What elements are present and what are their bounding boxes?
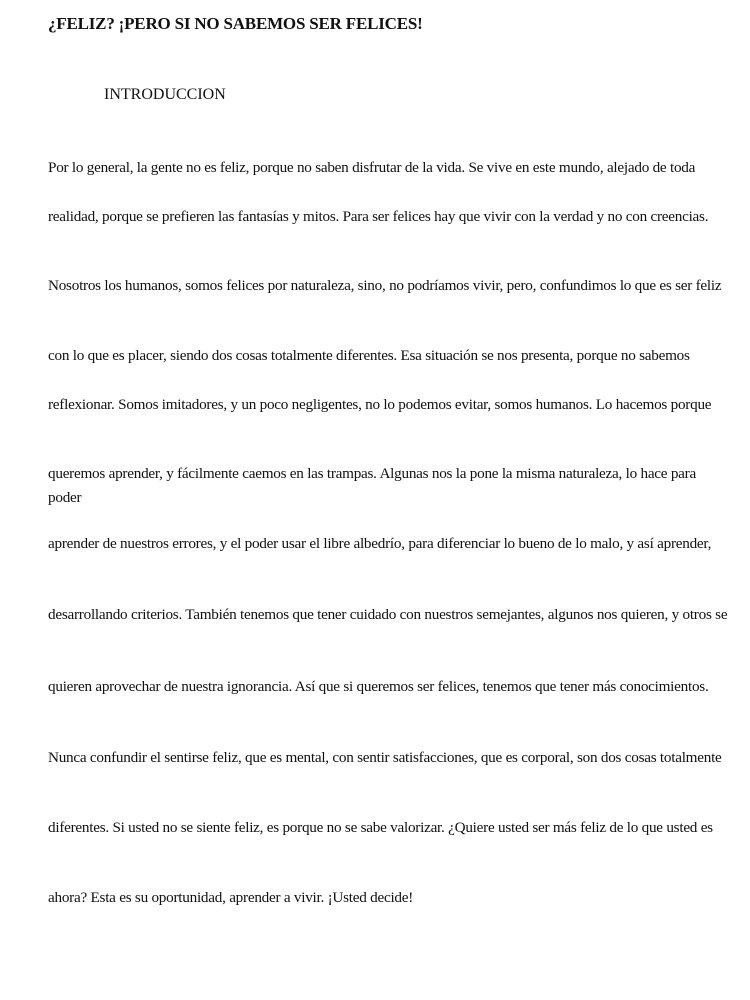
- paragraph: desarrollando criterios. También tenemos que tener cuidado con nuestros semejantes, algunos nos quieren, y otros se: [48, 606, 728, 623]
- paragraph: Por lo general, la gente no es feliz, porque no saben disfrutar de la vida. Se vive en este mundo, alejado de toda: [48, 159, 696, 176]
- paragraph: reflexionar. Somos imitadores, y un poco negligentes, no lo podemos evitar, somos humanos. Lo hacemos porque: [48, 396, 712, 413]
- paragraph: aprender de nuestros errores, y el poder usar el libre albedrío, para diferenciar lo bueno de lo malo, y así aprender,: [48, 535, 712, 552]
- paragraph: ahora? Esta es su oportunidad, aprender a vivir. ¡Usted decide!: [48, 889, 414, 906]
- paragraph: con lo que es placer, siendo dos cosas totalmente diferentes. Esa situación se nos presenta, porque no sabemos: [48, 347, 690, 364]
- paragraph: Nunca confundir el sentirse feliz, que es mental, con sentir satisfacciones, que es corporal, son dos cosas totalmente: [48, 749, 722, 766]
- document-title: ¿FELIZ? ¡PERO SI NO SABEMOS SER FELICES!: [48, 14, 423, 33]
- paragraph: quieren aprovechar de nuestra ignorancia. Así que si queremos ser felices, tenemos que tener más conocimientos.: [48, 678, 709, 695]
- paragraph: queremos aprender, y fácilmente caemos en las trampas. Algunas nos la pone la misma naturaleza, lo hace para poder: [48, 465, 696, 506]
- section-heading: INTRODUCCION: [104, 86, 226, 103]
- paragraph: diferentes. Si usted no se siente feliz, es porque no se sabe valorizar. ¿Quiere usted ser más feliz de lo que usted es: [48, 819, 713, 836]
- paragraph: Nosotros los humanos, somos felices por naturaleza, sino, no podríamos vivir, pero, confundimos lo que es ser feliz: [48, 277, 722, 294]
- paragraph: realidad, porque se prefieren las fantasías y mitos. Para ser felices hay que vivir con la verdad y no con creencias.: [48, 208, 709, 225]
